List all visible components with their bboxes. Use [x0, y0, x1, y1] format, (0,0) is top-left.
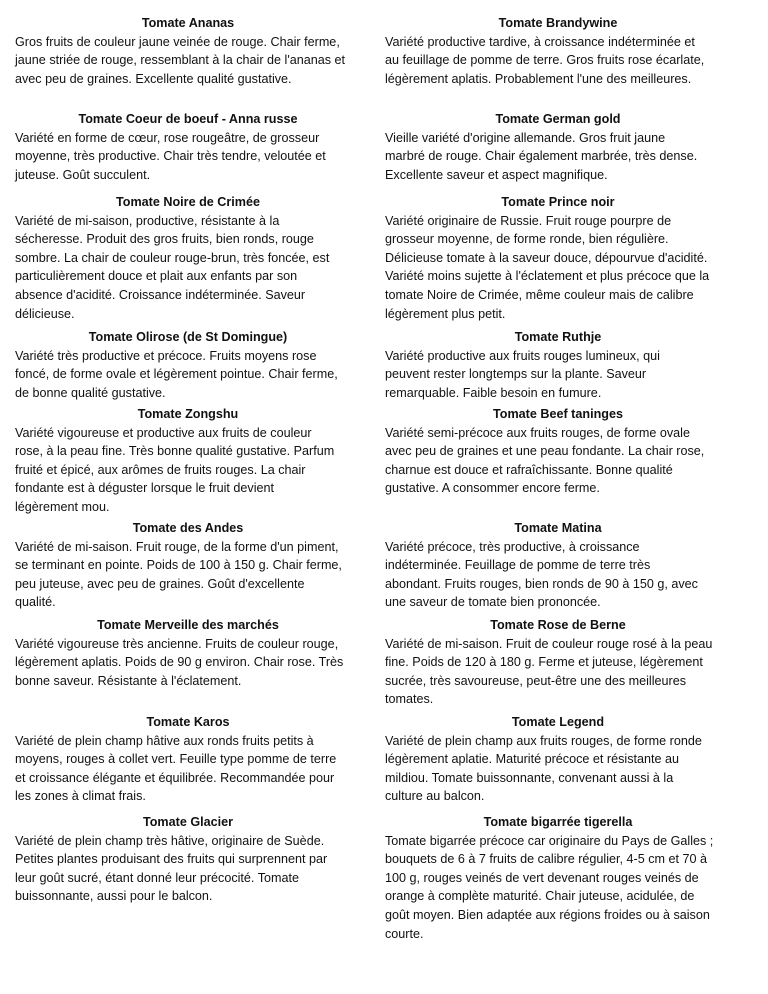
variety-title: Tomate Zongshu: [137, 407, 239, 421]
variety-description: Variété de plein champ hâtive aux ronds fruits petits à moyens, rouges à collet vert. Feuille type pomme de terre et croissance élégante et équilibrée. Recommandée pour les zones à climat frais.: [15, 733, 337, 804]
variety-entry: [385, 405, 731, 498]
variety-description: Variété productive tardive, à croissance indéterminée et au feuillage de pomme de terre. Gros fruits rose écarlate, légèrement aplatis. Probablement l'une des meilleures.: [385, 34, 705, 86]
variety-entry: [385, 14, 731, 88]
variety-title: Tomate Noire de Crimée: [116, 195, 260, 209]
variety-entry: [385, 193, 731, 323]
variety-title: Tomate Matina: [514, 521, 602, 535]
variety-entry: [15, 193, 361, 323]
variety-entry: [15, 519, 361, 612]
variety-description: Variété originaire de Russie. Fruit rouge pourpre de grosseur moyenne, de forme ronde, bien régulière. Délicieuse tomate à la saveur douce, dépourvue d'acidité. Variété moins sujette à l'éclatement et plus précoce que la tomate Noire de Crimée, même couleur mais de calibre légèrement plus petit.: [385, 213, 710, 321]
variety-entry: [385, 713, 731, 806]
variety-description: Tomate bigarrée précoce car originaire du Pays de Galles ; bouquets de 6 à 7 fruits de calibre régulier, 4-5 cm et 70 à 100 g, rouges veinés de vert devenant rouges veinés de orange à complète maturité. Chair juteuse, acidulée, de goût moyen. Bien adaptée aux régions froides ou à saison courte.: [385, 833, 714, 941]
variety-entry: [15, 110, 361, 184]
variety-description: Variété vigoureuse très ancienne. Fruits de couleur rouge, légèrement aplatis. Poids de 90 g environ. Chair rose. Très bonne saveur. Résistante à l'éclatement.: [15, 636, 344, 688]
variety-entry: [385, 519, 731, 612]
variety-entry: [385, 110, 731, 184]
variety-entry: [15, 813, 361, 906]
variety-title: Tomate Ananas: [141, 16, 235, 30]
variety-title: Tomate Merveille des marchés: [97, 618, 279, 632]
variety-description: Variété précoce, très productive, à croissance indéterminée. Feuillage de pomme de terre très abondant. Fruits rouges, bien ronds de 90 à 150 g, avec une saveur de tomate bien prononcée.: [385, 539, 698, 610]
variety-description: Gros fruits de couleur jaune veinée de rouge. Chair ferme, jaune striée de rouge, ressemblant à la chair de l'ananas et avec peu de graines. Excellente qualité gustative.: [15, 34, 346, 86]
variety-title: Tomate bigarrée tigerella: [483, 815, 633, 829]
variety-description: Vieille variété d'origine allemande. Gros fruit jaune marbré de rouge. Chair également marbrée, très dense. Excellente saveur et aspect magnifique.: [385, 130, 698, 182]
variety-description: Variété très productive et précoce. Fruits moyens rose foncé, de forme ovale et légèrement pointue. Chair ferme, de bonne qualité gustative.: [15, 348, 338, 400]
variety-entry: [385, 328, 731, 402]
variety-description: Variété de mi-saison, productive, résistante à la sécheresse. Produit des gros fruits, bien ronds, rouge sombre. La chair de couleur rouge-brun, très foncée, est particulièrement douce et plait aux enfants par son absence d'acidité. Croissance indéterminée. Saveur délicieuse.: [15, 213, 330, 321]
variety-title: Tomate Glacier: [142, 815, 234, 829]
variety-entry: [15, 713, 361, 806]
variety-title: Tomate Legend: [511, 715, 605, 729]
variety-entry: [15, 616, 361, 690]
variety-title: Tomate Ruthje: [514, 330, 602, 344]
variety-entry: [385, 616, 731, 709]
variety-description: Variété semi-précoce aux fruits rouges, de forme ovale avec peu de graines et une peau fondante. La chair rose, charnue est douce et rafraîchissante. Bonne qualité gustative. A consommer encore ferme.: [385, 425, 705, 496]
variety-entry: [15, 328, 361, 402]
variety-entry: [15, 405, 361, 517]
variety-description: Variété de mi-saison. Fruit rouge, de la forme d'un piment, se terminant en pointe. Poids de 100 à 150 g. Chair ferme, peu juteuse, avec peu de graines. Goût d'excellente qualité.: [15, 539, 342, 610]
variety-description: Variété de mi-saison. Fruit de couleur rouge rosé à la peau fine. Poids de 120 à 180 g. Ferme et juteuse, légèrement sucrée, très savoureuse, peut-être une des meilleures tomates.: [385, 636, 713, 707]
variety-title: Tomate Beef taninges: [493, 407, 623, 421]
variety-description: Variété de plein champ très hâtive, originaire de Suède. Petites plantes produisant des fruits qui surprennent par leur goût sucré, étant donné leur précocité. Tomate buissonnante, aussi pour le balcon.: [15, 833, 328, 904]
variety-title: Tomate Olirose (de St Domingue): [88, 330, 288, 344]
variety-title: Tomate Coeur de boeuf - Anna russe: [78, 112, 298, 126]
variety-description: Variété productive aux fruits rouges lumineux, qui peuvent rester longtemps sur la plante. Saveur remarquable. Faible besoin en fumure.: [385, 348, 660, 400]
variety-title: Tomate Brandywine: [498, 16, 618, 30]
variety-title: Tomate des Andes: [132, 521, 244, 535]
variety-entry: [15, 14, 361, 88]
variety-title: Tomate German gold: [495, 112, 621, 126]
variety-title: Tomate Rose de Berne: [490, 618, 626, 632]
variety-description: Variété en forme de cœur, rose rougeâtre, de grosseur moyenne, très productive. Chair très tendre, veloutée et juteuse. Goût succulent.: [15, 130, 326, 182]
variety-description: Variété vigoureuse et productive aux fruits de couleur rose, à la peau fine. Très bonne qualité gustative. Parfum fruité et épicé, aux arômes de fruits rouges. La chair fondante est à déguster lorsque le fruit devient légèrement mou.: [15, 425, 335, 514]
variety-title: Tomate Prince noir: [501, 195, 615, 209]
variety-description: Variété de plein champ aux fruits rouges, de forme ronde légèrement aplatie. Maturité précoce et résistante au mildiou. Tomate buissonnante, convenant aussi à la culture au balcon.: [385, 733, 702, 804]
variety-title: Tomate Karos: [146, 715, 230, 729]
variety-entry: [385, 813, 731, 943]
